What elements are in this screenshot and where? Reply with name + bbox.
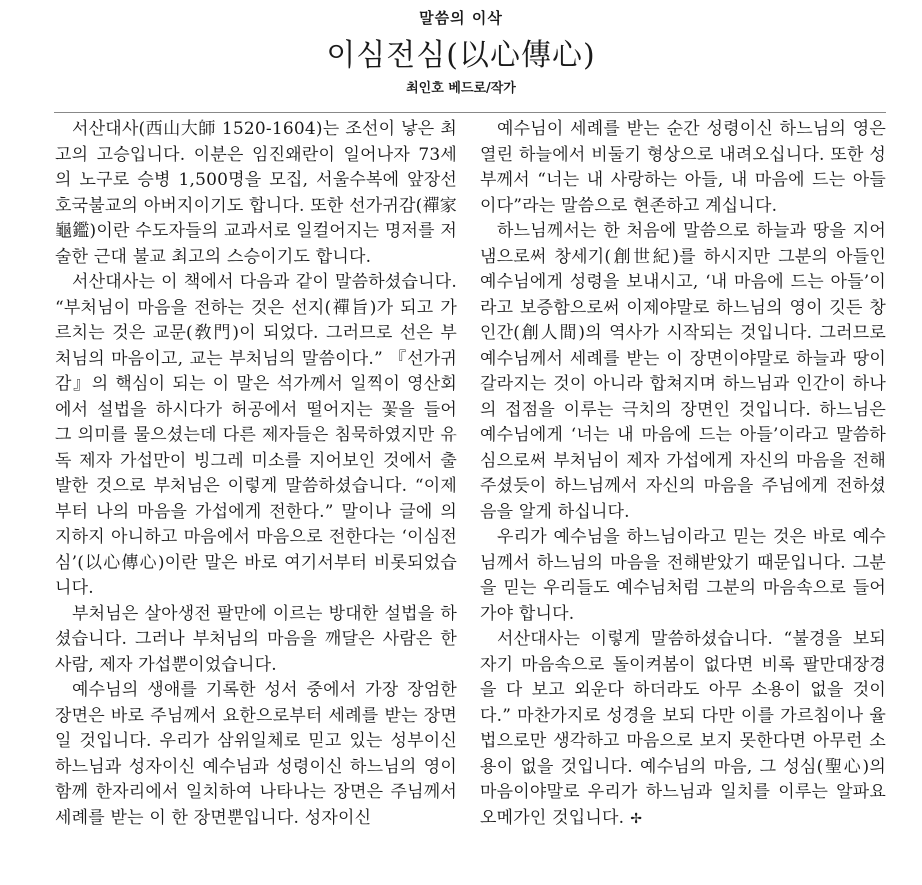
left-column: [55, 117, 457, 831]
paragraph-text: 서산대사는 이렇게 말씀하셨습니다. “불경을 보되 자기 마음속으로 돌이켜봄이 없다면 비록 팔만대장경을 다 보고 외운다 하더라도 아무 소용이 없을 것이다.” 마찬가지로 성경을 보되 다만 이를 가르침이나 율법으로만 생각하고 마음으로 보지 못한다면 아무런 소용이 없을 것입니다. 예수님의 마음, 그 성심(聖心)의 마음이야말로 우리가 하느님과 일치를 이루는 알파요 오메가인 것입니다.: [480, 629, 886, 828]
article-header: [0, 0, 922, 112]
article-title: 이심전심(以心傳心): [326, 38, 596, 73]
right-column: [480, 117, 886, 832]
paragraph: 하느님께서는 한 처음에 말씀으로 하늘과 땅을 지어냄으로써 창세기(創世紀)를 하시지만 그분의 아들인 예수님에게 성령을 보내시고, ‘내 마음에 드는 아들’이라고 보증함으로써 이제야말로 하느님의 영이 깃든 창인간(創人間)의 역사가 시작되는 것입니다. 그러므로 예수님께서 세례를 받는 이 장면이야말로 하늘과 땅이 갈라지는 것이 아니라 합쳐지며 하느님과 인간이 하나의 접점을 이루는 극치의 장면인 것입니다. 하느님은 예수님에게 ‘너는 내 마음에 드는 아들’이라고 말씀하심으로써 부처님이 제자 가섭에게 자신의 마음을 전해주셨듯이 하느님께서 자신의 마음을 주님에게 전하셨음을 알게 하십니다.: [480, 221, 886, 522]
paragraph: 우리가 예수님을 하느님이라고 믿는 것은 바로 예수님께서 하느님의 마음을 전해받았기 때문입니다. 그분을 믿는 우리들도 예수님처럼 그분의 마음속으로 들어가야 합니다.: [480, 527, 886, 624]
paragraph: 부처님은 살아생전 팔만에 이르는 방대한 설법을 하셨습니다. 그러나 부처님의 마음을 깨달은 사람은 한 사람, 제자 가섭뿐이었습니다.: [55, 603, 457, 675]
header-divider: [54, 112, 886, 113]
paragraph: 예수님이 세례를 받는 순간 성령이신 하느님의 영은 열린 하늘에서 비둘기 형상으로 내려오십니다. 또한 성부께서 “너는 내 사랑하는 아들, 내 마음에 드는 아들이다”라는 말씀으로 현존하고 계십니다.: [480, 119, 886, 216]
paragraph-last: [480, 627, 886, 832]
end-mark-icon: ✢: [630, 810, 643, 827]
author-byline: 최인호 베드로/작가: [406, 81, 516, 96]
paragraph: 예수님의 생애를 기록한 성서 중에서 가장 장엄한 장면은 바로 주님께서 요한으로부터 세례를 받는 장면일 것입니다. 우리가 삼위일체로 믿고 있는 성부이신 하느님과 성자이신 예수님과 성령이신 하느님의 영이 함께 한자리에서 일치하여 나타나는 장면은 주님께서 세례를 받는 이 한 장면뿐입니다. 성자이신: [55, 680, 457, 828]
paragraph: 서산대사(西山大師 1520-1604)는 조선이 낳은 최고의 고승입니다. 이분은 임진왜란이 일어나자 73세의 노구로 승병 1,500명을 모집, 서울수복에 앞장선 호국불교의 아버지이기도 합니다. 또한 선가귀감(禪家龜鑑)이란 수도자들의 교과서로 일컬어지는 명저를 저술한 근대 불교 최고의 스승이기도 합니다.: [55, 119, 457, 267]
column-label: 말씀의 이삭: [419, 9, 503, 27]
paragraph: 서산대사는 이 책에서 다음과 같이 말씀하셨습니다. “부처님이 마음을 전하는 것은 선지(禪旨)가 되고 가르치는 것은 교문(敎門)이 되었다. 그러므로 선은 부처님의 마음이고, 교는 부처님의 말씀이다.” 『선가귀감』의 핵심이 되는 이 말은 석가께서 일찍이 영산회에서 설법을 하시다가 허공에서 떨어지는 꽃을 들어 그 의미를 물으셨는데 다른 제자들은 침묵하였지만 유독 제자 가섭만이 빙그레 미소를 지어보인 것에서 출발한 것으로 부처님은 이렇게 말씀하셨습니다. “이제부터 나의 마음을 가섭에게 전한다.” 말이나 글에 의지하지 아니하고 마음에서 마음으로 전한다는 ‘이심전심’(以心傳心)이란 말은 바로 여기서부터 비롯되었습니다.: [55, 272, 457, 598]
